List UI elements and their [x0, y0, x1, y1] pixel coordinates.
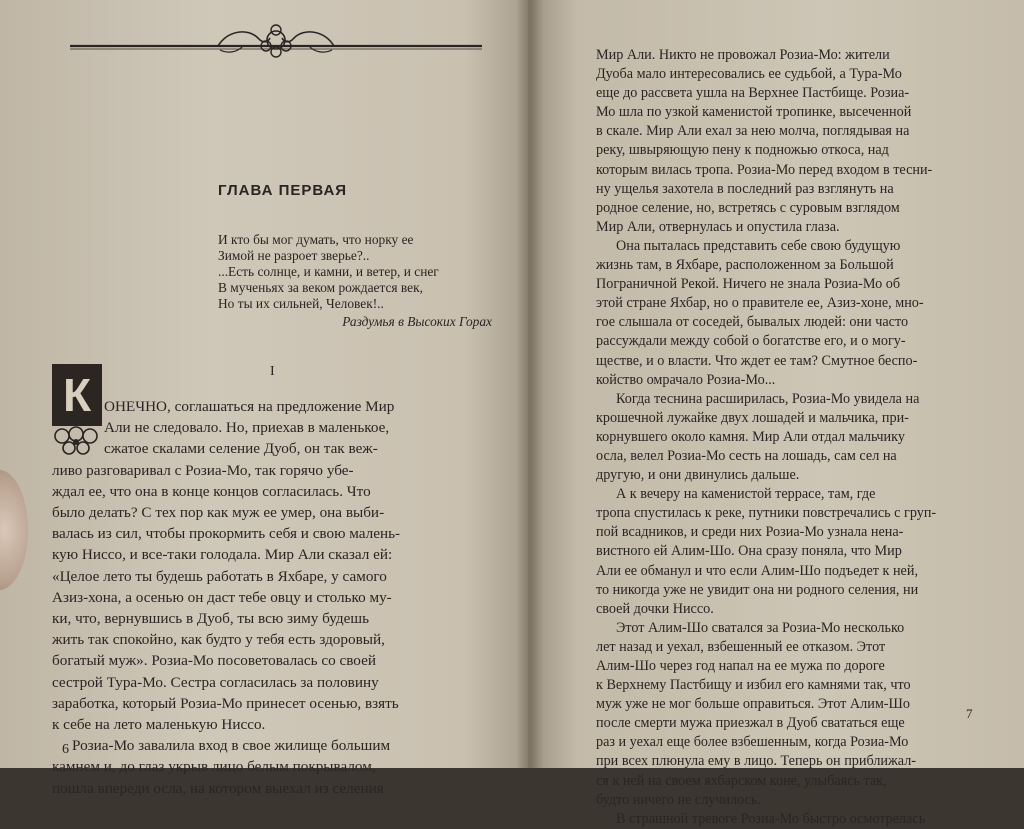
epigraph-line: Зимой не разроет зверье?..	[218, 248, 370, 263]
body-line: Азиз-хона, а осенью он даст тебе овцу и столько му-	[52, 588, 392, 606]
body-line: «Целое лето ты будешь работать в Яхбаре, у самого	[52, 567, 387, 585]
body-line: Али ее обманул и что если Алим-Шо подъедет к ней,	[596, 562, 918, 579]
body-line: ся к ней на своем яхбарском коне, улыбаясь так,	[596, 772, 887, 789]
page-number-right: 7	[966, 706, 973, 721]
body-line: В страшной тревоге Розиа-Мо быстро осмотрелась	[616, 810, 926, 827]
body-line: будто ничего не случилось.	[596, 791, 761, 808]
chapter-title: ГЛАВА ПЕРВАЯ	[218, 182, 348, 199]
body-line: другую, и они двинулись дальше.	[596, 467, 800, 484]
body-line: которым вилась тропа. Розиа-Мо перед входом в тесни-	[596, 161, 933, 178]
body-line: богатый муж». Розиа-Мо посоветовалась со своей	[52, 652, 376, 670]
body-line: в скале. Мир Али ехал за нею молча, поглядывая на	[596, 123, 910, 140]
body-line: заработка, который Розиа-Мо принесет осенью, взять	[52, 694, 399, 712]
body-line: пой всадников, и среди них Розиа-Мо узнала нена-	[596, 524, 904, 541]
body-line: ки, что, вернувшись в Дуоб, ты всю зиму будешь	[52, 610, 370, 628]
body-line: Алим-Шо через год напал на ее мужа по дороге	[596, 658, 885, 674]
body-line: Пограничной Рекой. Ничего не знала Розиа-Мо об	[596, 276, 901, 293]
drop-cap-ornament-icon	[48, 424, 104, 460]
body-line: крошечной лужайке двух лошадей и мальчика, при-	[596, 409, 909, 426]
body-line: Розиа-Мо завалила вход в свое жилище большим	[72, 737, 391, 755]
book-gutter	[516, 0, 544, 768]
body-line: ну ущелья захотела в последний раз взглянуть на	[596, 180, 894, 197]
body-line: ждал ее, что она в конце концов согласилась. Что	[52, 482, 371, 500]
body-line: Мо шла по узкой каменистой тропинке, высеченной	[596, 104, 912, 121]
left-body-text	[52, 396, 504, 799]
body-line: Она пыталась представить себе свою будущую	[616, 237, 901, 254]
body-line: то никогда уже не увидит она ни родного селения, ни	[596, 581, 919, 598]
body-line: осла, велел Розиа-Мо сесть на лошадь, сам сел на	[596, 447, 897, 464]
body-line: было делать? С тех пор как муж ее умер, она выби-	[52, 504, 385, 522]
ornament-divider-icon	[68, 18, 484, 68]
drop-cap	[52, 364, 102, 426]
body-line: А к вечеру на каменистой террасе, там, где	[616, 486, 876, 503]
body-line: камнем и, до глаз укрыв лицо белым покрывалом,	[52, 758, 376, 776]
body-line: муж уже не мог больше оправиться. Этот Алим-Шо	[596, 696, 910, 713]
body-line: к себе на лето маленькую Ниссо.	[52, 716, 266, 734]
body-line: Мир Али, отвернулась и опустила глаза.	[596, 218, 840, 235]
body-line: родное селение, но, встретясь с суровым взглядом	[596, 199, 900, 216]
epigraph	[218, 232, 498, 312]
right-body-text	[596, 46, 990, 829]
left-page	[0, 0, 528, 797]
body-line: кую Ниссо, и все-таки голодала. Мир Али сказал ей:	[52, 546, 393, 564]
page-number-left: 6	[62, 742, 69, 757]
body-line: этой стране Яхбар, но о правителе ее, Азиз-хоне, мно-	[596, 295, 924, 312]
body-line: тропа спустилась к реке, путники повстречались с груп-	[596, 505, 937, 522]
body-line: Мир Али. Никто не провожал Розиа-Мо: жители	[596, 47, 890, 63]
drop-cap-letter: К	[62, 369, 92, 421]
body-line: ществе, и о власти. Что ждет ее там? Смутное беспо-	[596, 352, 918, 369]
body-line: при всех плюнула ему в лицо. Теперь он приближал-	[596, 753, 917, 770]
epigraph-line: В мученьях за веком рождается век,	[218, 280, 423, 295]
body-line: койство омрачало Розиа-Мо...	[596, 371, 776, 388]
body-line: Этот Алим-Шо сватался за Розиа-Мо несколько	[616, 619, 905, 636]
body-line: корнувшего около камня. Мир Али отдал мальчику	[596, 428, 905, 445]
body-line: вистного ей Алим-Шо. Она сразу поняла, что Мир	[596, 543, 902, 560]
body-line: раз и уехал еще более взбешенным, когда Розиа-Мо	[596, 734, 909, 751]
body-line: Али не следовало. Но, приехав в маленькое,	[104, 419, 390, 437]
body-line: лет назад и уехал, взбешенный ее отказом. Этот	[596, 638, 886, 655]
epigraph-line: ...Есть солнце, и камни, и ветер, и снег	[218, 264, 439, 279]
body-line: валась из сил, чтобы прокормить себя и свою малень-	[52, 525, 401, 543]
epigraph-line: Но ты их сильней, Человек!..	[218, 296, 384, 311]
body-line: рассуждали между собой о богатстве его, и о могу-	[596, 333, 906, 350]
body-line: пошла впереди осла, на котором выехал из селения	[52, 779, 384, 797]
epigraph-attribution: Раздумья в Высоких Горах	[342, 314, 492, 329]
body-line: сжатое скалами селение Дуоб, он так веж-	[104, 440, 378, 458]
body-line: жить так спокойно, как будто у тебя есть здоровый,	[52, 631, 385, 649]
body-line: ОНЕЧНО, соглашаться на предложение Мир	[104, 398, 395, 415]
body-line: ливо разговаривал с Розиа-Мо, так горячо убе-	[52, 461, 354, 479]
body-line: своей дочки Ниссо.	[596, 600, 714, 617]
body-line: жизнь там, в Яхбаре, расположенном за Большой	[596, 257, 894, 274]
body-line: к Верхнему Пастбищу и избил его камнями так, что	[596, 677, 911, 694]
section-number: I	[270, 364, 275, 379]
body-line: реку, швыряющую пену к подножью откоса, над	[596, 142, 889, 159]
body-line: гое слышала от соседей, бывалых людей: они часто	[596, 314, 909, 331]
body-line: еще до рассвета ушла на Верхнее Пастбище. Розиа-	[596, 85, 910, 102]
body-line: после смерти мужа приезжал в Дуоб свататься еще	[596, 715, 905, 732]
body-line: Дуоба мало интересовались ее судьбой, а Тура-Мо	[596, 66, 902, 83]
epigraph-line: И кто бы мог думать, что норку ее	[218, 232, 414, 247]
body-line: сестрой Тура-Мо. Сестра согласилась за половину	[52, 673, 379, 691]
body-line: Когда теснина расширилась, Розиа-Мо увидела на	[616, 390, 920, 407]
